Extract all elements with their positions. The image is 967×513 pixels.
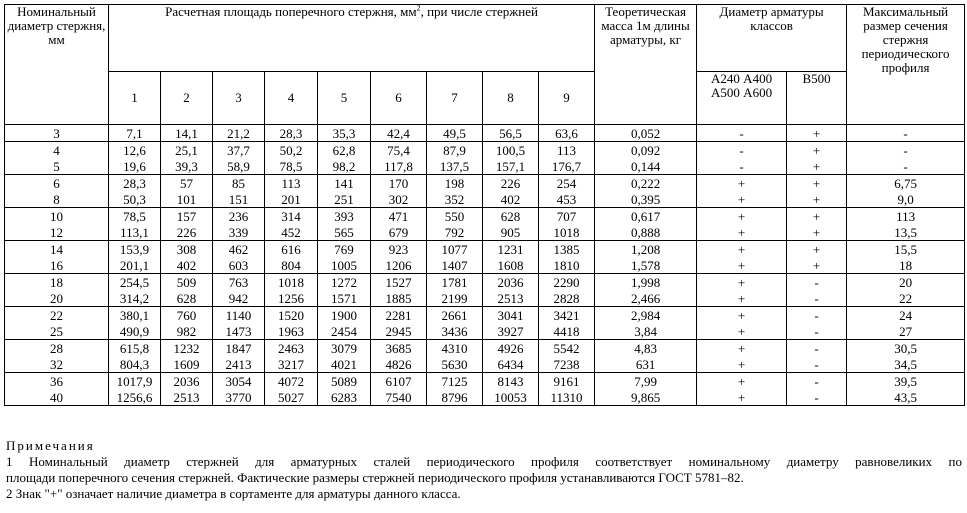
area-cell: 1140 [213,307,265,324]
area-cell: 78,5 [265,158,318,175]
area-cell: 1900 [318,307,371,324]
area-cell: 75,4 [371,142,427,159]
area-cell: 4021 [318,356,371,373]
area-cell: 8796 [427,389,483,406]
area-cell: 201,1 [109,257,161,274]
diameter-cell: 20 [5,290,109,307]
diameter-cell: 16 [5,257,109,274]
cross-section-area-header [109,5,595,72]
area-cell: 393 [318,208,371,225]
max-section-cell: 34,5 [847,356,965,373]
max-section-cell: 6,75 [847,175,965,192]
area-cell: 462 [213,241,265,258]
area-cell: 603 [213,257,265,274]
area-cell: 2281 [371,307,427,324]
diameter-cell: 25 [5,323,109,340]
area-cell: 2036 [161,373,213,390]
area-cell: 1017,9 [109,373,161,390]
area-cell: 769 [318,241,371,258]
class-b-cell: + [787,208,847,225]
theoretical-mass-header: Теоретическая масса 1м длины арматуры, кг [595,5,697,125]
area-cell: 11310 [539,389,595,406]
area-cell: 923 [371,241,427,258]
bar-count-header: 6 [371,72,427,125]
area-cell: 153,9 [109,241,161,258]
mass-cell: 1,208 [595,241,697,258]
area-cell: 1520 [265,307,318,324]
area-cell: 5542 [539,340,595,357]
area-cell: 616 [265,241,318,258]
area-cell: 452 [265,224,318,241]
area-cell: 314,2 [109,290,161,307]
area-cell: 628 [161,290,213,307]
area-cell: 198 [427,175,483,192]
class-b-cell: + [787,191,847,208]
bar-count-header: 3 [213,72,265,125]
class-b-cell: - [787,307,847,324]
area-cell: 2513 [161,389,213,406]
area-cell: 2945 [371,323,427,340]
area-cell: 1018 [265,274,318,291]
area-cell: 982 [161,323,213,340]
area-cell: 1005 [318,257,371,274]
area-cell: 201 [265,191,318,208]
area-cell: 254 [539,175,595,192]
area-header-prefix: Расчетная площадь поперечного стержня, мм [165,4,417,19]
mass-cell: 0,144 [595,158,697,175]
area-cell: 2661 [427,307,483,324]
area-cell: 25,1 [161,142,213,159]
area-cell: 3054 [213,373,265,390]
bar-count-header: 7 [427,72,483,125]
area-cell: 58,9 [213,158,265,175]
class-a-cell: + [697,340,787,357]
area-cell: 615,8 [109,340,161,357]
area-cell: 78,5 [109,208,161,225]
table-row [5,373,965,390]
diameter-cell: 40 [5,389,109,406]
area-cell: 2463 [265,340,318,357]
class-a-cell: + [697,224,787,241]
mass-cell: 0,395 [595,191,697,208]
class-b-cell: + [787,224,847,241]
area-cell: 57 [161,175,213,192]
table-row [5,389,965,406]
area-cell: 226 [483,175,539,192]
class-a-cell: + [697,191,787,208]
table-row [5,274,965,291]
area-cell: 226 [161,224,213,241]
area-cell: 1473 [213,323,265,340]
area-cell: 7125 [427,373,483,390]
area-cell: 2413 [213,356,265,373]
area-cell: 942 [213,290,265,307]
diameter-cell: 14 [5,241,109,258]
area-cell: 1885 [371,290,427,307]
area-cell: 14,1 [161,125,213,142]
area-cell: 50,2 [265,142,318,159]
area-cell: 3770 [213,389,265,406]
area-cell: 42,4 [371,125,427,142]
class-b-cell: + [787,158,847,175]
area-cell: 39,3 [161,158,213,175]
area-cell: 905 [483,224,539,241]
area-cell: 302 [371,191,427,208]
area-cell: 4310 [427,340,483,357]
bar-count-header: 4 [265,72,318,125]
max-section-cell: - [847,125,965,142]
area-cell: 3217 [265,356,318,373]
area-cell: 63,6 [539,125,595,142]
table-row [5,175,965,192]
bar-count-header: 2 [161,72,213,125]
table-row [5,241,965,258]
area-cell: 1018 [539,224,595,241]
mass-cell: 4,83 [595,340,697,357]
area-cell: 1963 [265,323,318,340]
table-row [5,257,965,274]
max-section-cell: 15,5 [847,241,965,258]
area-cell: 28,3 [109,175,161,192]
note-1-line-2: площади поперечного сечения стержней. Фактические размеры стержней периодического профиля устанавливаются ГОСТ 5781–82. [6,470,744,485]
class-a-cell: + [697,290,787,307]
bar-count-header: 5 [318,72,371,125]
area-cell: 254,5 [109,274,161,291]
class-b-cell: - [787,274,847,291]
table-row [5,191,965,208]
area-cell: 760 [161,307,213,324]
notes-title: Примечания [6,438,95,453]
mass-cell: 2,984 [595,307,697,324]
area-cell: 2036 [483,274,539,291]
diameter-cell: 12 [5,224,109,241]
mass-cell: 1,578 [595,257,697,274]
area-cell: 1077 [427,241,483,258]
area-cell: 62,8 [318,142,371,159]
mass-cell: 0,617 [595,208,697,225]
area-cell: 453 [539,191,595,208]
table-row [5,323,965,340]
area-cell: 113 [265,175,318,192]
area-cell: 402 [161,257,213,274]
area-cell: 707 [539,208,595,225]
max-section-cell: 27 [847,323,965,340]
area-cell: 1231 [483,241,539,258]
mass-cell: 7,99 [595,373,697,390]
area-cell: 137,5 [427,158,483,175]
area-cell: 792 [427,224,483,241]
class-a-cell: + [697,323,787,340]
max-section-cell: 22 [847,290,965,307]
area-cell: 28,3 [265,125,318,142]
bar-count-header: 1 [109,72,161,125]
class-b-cell: + [787,125,847,142]
header-row-top [5,5,965,72]
area-cell: 1232 [161,340,213,357]
area-cell: 1527 [371,274,427,291]
mass-cell: 2,466 [595,290,697,307]
area-cell: 550 [427,208,483,225]
class-b-cell: - [787,323,847,340]
area-cell: 1810 [539,257,595,274]
diameter-cell: 4 [5,142,109,159]
class-a-cell: + [697,389,787,406]
class-b-cell: - [787,389,847,406]
diameter-cell: 32 [5,356,109,373]
class-b-cell: + [787,241,847,258]
table-row [5,158,965,175]
area-cell: 1847 [213,340,265,357]
area-cell: 2199 [427,290,483,307]
table-row [5,307,965,324]
mass-cell: 1,998 [595,274,697,291]
max-section-cell: 18 [847,257,965,274]
area-cell: 10053 [483,389,539,406]
area-cell: 37,7 [213,142,265,159]
area-cell: 2290 [539,274,595,291]
area-cell: 157 [161,208,213,225]
max-section-cell: 30,5 [847,340,965,357]
mass-cell: 9,865 [595,389,697,406]
mass-cell: 0,222 [595,175,697,192]
area-cell: 85 [213,175,265,192]
area-cell: 176,7 [539,158,595,175]
class-b-cell: - [787,340,847,357]
max-section-cell: 20 [847,274,965,291]
area-cell: 4072 [265,373,318,390]
area-cell: 1571 [318,290,371,307]
area-cell: 113 [539,142,595,159]
area-cell: 141 [318,175,371,192]
area-cell: 117,8 [371,158,427,175]
rebar-assortment-table [4,4,965,406]
area-cell: 402 [483,191,539,208]
class-b-cell: + [787,257,847,274]
max-section-cell: 43,5 [847,389,965,406]
area-cell: 7540 [371,389,427,406]
area-cell: 7238 [539,356,595,373]
note-1-line-1: 1 Номинальный диаметр стержней для арматурных сталей периодического профиля соответствует номинальному диаметру равновеликих по [6,454,962,469]
area-cell: 87,9 [427,142,483,159]
area-cell: 308 [161,241,213,258]
table-row [5,208,965,225]
class-b-cell: - [787,290,847,307]
area-cell: 763 [213,274,265,291]
area-cell: 6434 [483,356,539,373]
mass-cell: 631 [595,356,697,373]
bar-count-header: 9 [539,72,595,125]
note-2: 2 Знак "+" означает наличие диаметра в сортаменте для арматуры данного класса. [6,486,461,501]
table-body [5,125,965,406]
mass-cell: 0,888 [595,224,697,241]
class-a-cell: - [697,158,787,175]
diameter-cell: 36 [5,373,109,390]
max-section-header: Максимальный размер сечения стержня периодического профиля [847,5,965,125]
area-cell: 3685 [371,340,427,357]
class-a-cell: + [697,175,787,192]
area-cell: 352 [427,191,483,208]
area-cell: 1256 [265,290,318,307]
diameter-cell: 5 [5,158,109,175]
class-a-cell: + [697,307,787,324]
class-a-header: А240 А400 А500 А600 [697,72,787,125]
area-cell: 170 [371,175,427,192]
area-cell: 1206 [371,257,427,274]
class-a-cell: + [697,208,787,225]
area-cell: 56,5 [483,125,539,142]
max-section-cell: 39,5 [847,373,965,390]
area-cell: 1781 [427,274,483,291]
class-b-header: В500 [787,72,847,125]
table-row [5,290,965,307]
class-a-cell: - [697,125,787,142]
area-cell: 3421 [539,307,595,324]
area-cell: 3927 [483,323,539,340]
header-row-bottom [5,72,965,125]
area-cell: 339 [213,224,265,241]
diameter-cell: 6 [5,175,109,192]
diameter-cell: 22 [5,307,109,324]
area-cell: 5630 [427,356,483,373]
class-a-cell: + [697,257,787,274]
area-cell: 50,3 [109,191,161,208]
area-cell: 4826 [371,356,427,373]
area-header-superscript: 2 [416,3,421,13]
area-cell: 565 [318,224,371,241]
area-header-suffix: , при числе стержней [420,4,538,19]
area-cell: 4418 [539,323,595,340]
area-cell: 4926 [483,340,539,357]
area-cell: 679 [371,224,427,241]
diameter-cell: 3 [5,125,109,142]
notes-section [6,438,962,502]
max-section-cell: 24 [847,307,965,324]
area-cell: 2828 [539,290,595,307]
area-cell: 380,1 [109,307,161,324]
area-cell: 1272 [318,274,371,291]
table-row [5,125,965,142]
class-a-cell: - [697,142,787,159]
area-cell: 471 [371,208,427,225]
area-cell: 35,3 [318,125,371,142]
area-cell: 101 [161,191,213,208]
area-cell: 1609 [161,356,213,373]
table-row [5,356,965,373]
mass-cell: 0,092 [595,142,697,159]
max-section-cell: - [847,158,965,175]
area-cell: 251 [318,191,371,208]
max-section-cell: 13,5 [847,224,965,241]
area-cell: 5027 [265,389,318,406]
area-cell: 1256,6 [109,389,161,406]
area-cell: 8143 [483,373,539,390]
area-cell: 19,6 [109,158,161,175]
area-cell: 3436 [427,323,483,340]
area-cell: 151 [213,191,265,208]
area-cell: 157,1 [483,158,539,175]
bar-count-header: 8 [483,72,539,125]
class-b-cell: + [787,142,847,159]
area-cell: 2513 [483,290,539,307]
diameter-cell: 10 [5,208,109,225]
max-section-cell: 113 [847,208,965,225]
area-cell: 7,1 [109,125,161,142]
area-cell: 98,2 [318,158,371,175]
class-b-cell: - [787,356,847,373]
area-cell: 2454 [318,323,371,340]
area-cell: 314 [265,208,318,225]
mass-cell: 0,052 [595,125,697,142]
area-cell: 3079 [318,340,371,357]
diameter-cell: 8 [5,191,109,208]
area-cell: 6283 [318,389,371,406]
area-cell: 236 [213,208,265,225]
class-a-cell: + [697,356,787,373]
class-a-cell: + [697,274,787,291]
table-row [5,340,965,357]
area-cell: 3041 [483,307,539,324]
nominal-diameter-header: Номинальный диаметр стержня, мм [5,5,109,125]
area-cell: 804 [265,257,318,274]
class-a-cell: + [697,373,787,390]
diameter-cell: 18 [5,274,109,291]
area-cell: 9161 [539,373,595,390]
area-cell: 1407 [427,257,483,274]
area-cell: 100,5 [483,142,539,159]
rebar-class-header: Диаметр арматуры классов [697,5,847,72]
table-row [5,142,965,159]
mass-cell: 3,84 [595,323,697,340]
class-b-cell: + [787,175,847,192]
area-cell: 12,6 [109,142,161,159]
area-cell: 628 [483,208,539,225]
area-cell: 49,5 [427,125,483,142]
area-cell: 509 [161,274,213,291]
area-cell: 6107 [371,373,427,390]
area-cell: 5089 [318,373,371,390]
area-cell: 804,3 [109,356,161,373]
max-section-cell: - [847,142,965,159]
diameter-cell: 28 [5,340,109,357]
max-section-cell: 9,0 [847,191,965,208]
area-cell: 490,9 [109,323,161,340]
area-cell: 1608 [483,257,539,274]
class-a-cell: + [697,241,787,258]
class-b-cell: - [787,373,847,390]
table-row [5,224,965,241]
area-cell: 113,1 [109,224,161,241]
area-cell: 1385 [539,241,595,258]
area-cell: 21,2 [213,125,265,142]
